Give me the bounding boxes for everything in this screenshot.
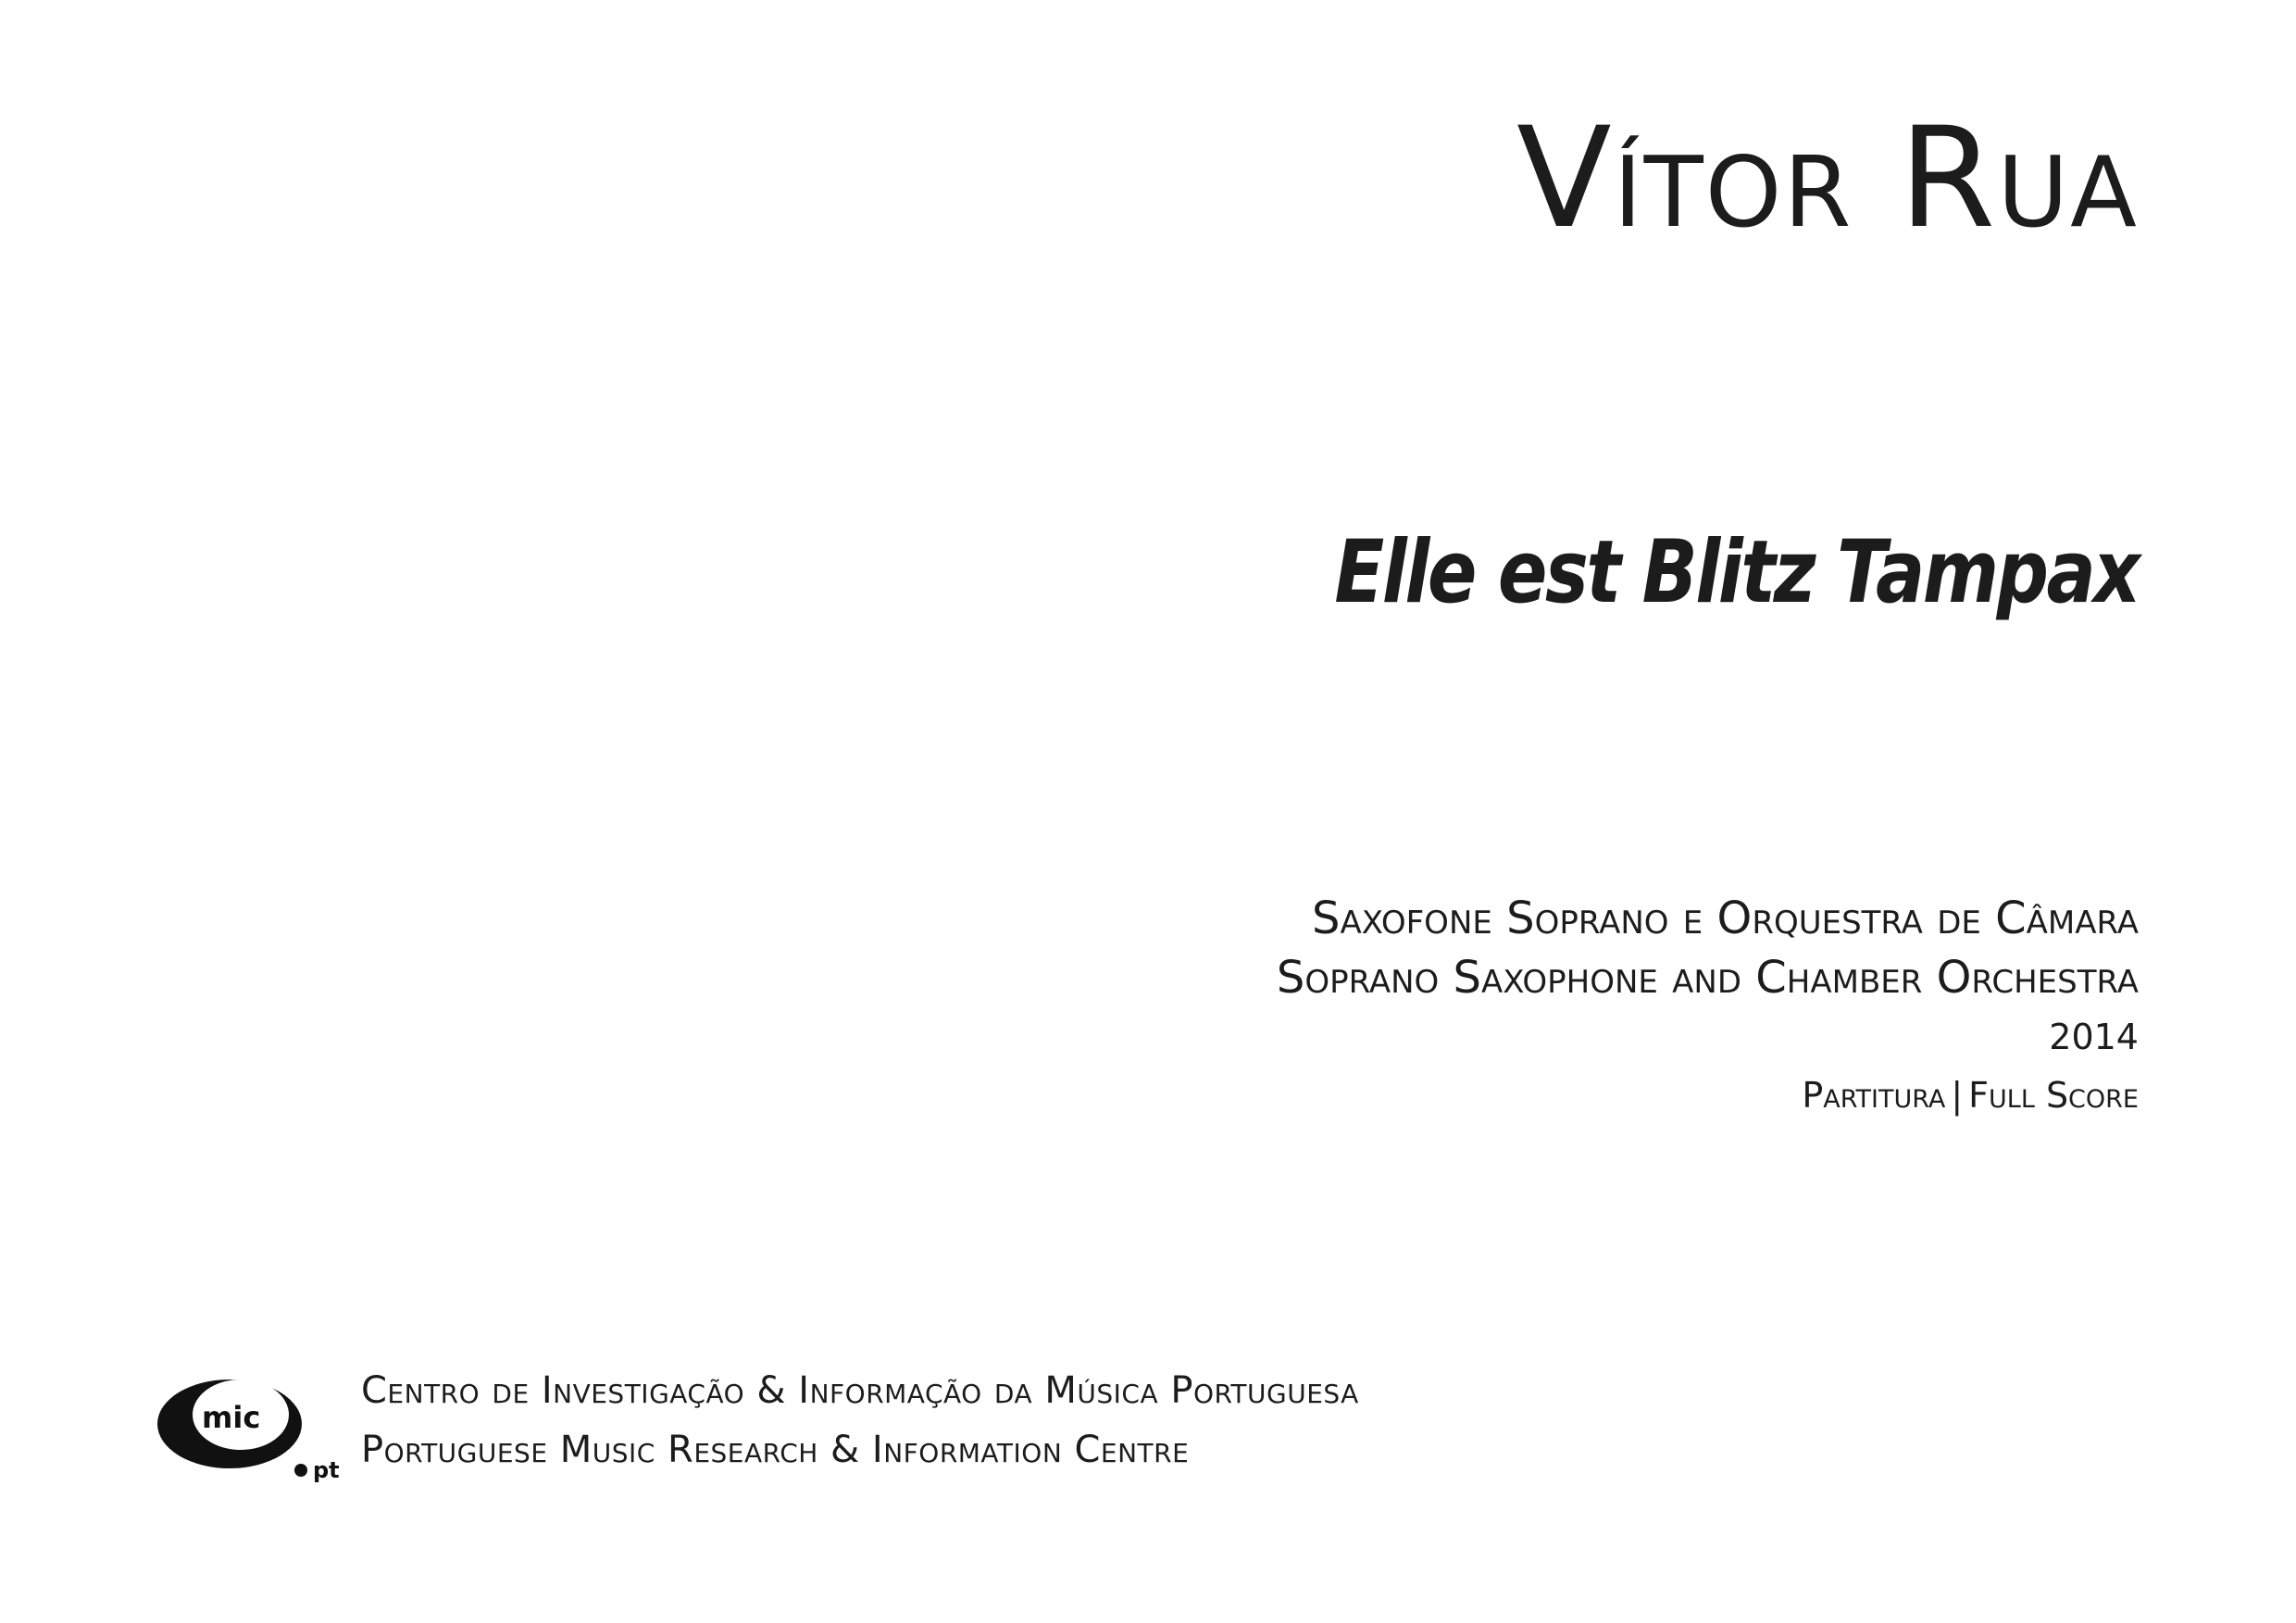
logo-text: mic <box>202 1400 261 1435</box>
instrumentation-english: Soprano Saxophone and Chamber Orchestra <box>1276 952 2139 1004</box>
score-type-separator: | <box>1951 1075 1964 1116</box>
score-type-english: Full Score <box>1968 1075 2139 1116</box>
score-type <box>1277 1067 2139 1124</box>
composition-year: 2014 <box>2049 1017 2139 1057</box>
publisher-name-portuguese: Centro de Investigação & Informação da Música Portuguesa <box>361 1369 1359 1412</box>
instrumentation-portuguese: Saxofone Soprano e Orquestra de Câmara <box>1312 893 2139 944</box>
score-type-portuguese: Partitura <box>1802 1075 1946 1116</box>
logo-suffix: pt <box>313 1457 340 1483</box>
composer-name: Vítor Rua <box>1516 98 2139 259</box>
work-details <box>1277 889 2139 1124</box>
publisher-names <box>361 1361 1359 1479</box>
logo-dot <box>294 1464 307 1477</box>
mic-pt-logo <box>148 1370 343 1491</box>
work-title: Elle est Blitz Tampax <box>1334 522 2139 623</box>
publisher-name-english: Portuguese Music Research & Information Centre <box>361 1429 1190 1471</box>
